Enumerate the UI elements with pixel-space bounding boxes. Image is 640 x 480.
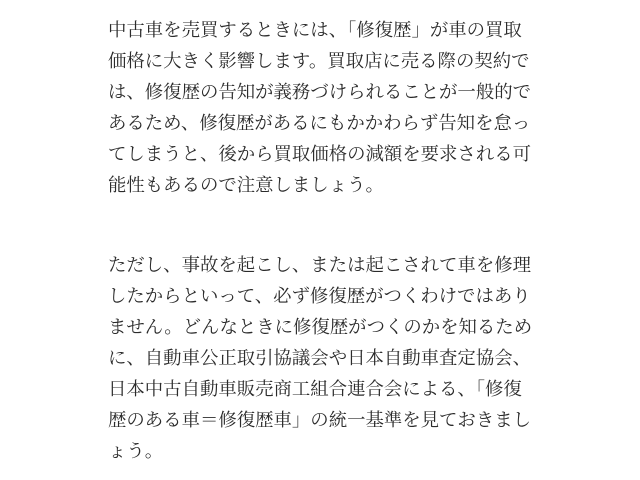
text-line: あるため、修復歴があるにもかかわらず告知を怠っ [108, 112, 531, 133]
text-line: 歴のある車＝修復歴車」の統一基準を見ておきまし [108, 409, 531, 430]
text-line: ただし、事故を起こし、または起こされて車を修理 [108, 254, 531, 275]
text-line: 日本中古自動車販売商工組合連合会による、「修復 [108, 378, 522, 399]
text-line: ょう。 [108, 440, 164, 461]
article-text-block [108, 14, 536, 466]
text-line: ません。どんなときに修復歴がつくのかを知るため [108, 316, 533, 337]
paragraph-repair-history-criteria [108, 249, 536, 466]
text-line: てしまうと、後から買取価格の減額を要求される可 [108, 143, 531, 164]
text-line: したからといって、必ず修復歴がつくわけではあり [108, 285, 531, 306]
paragraph-repair-history-impact [108, 14, 536, 200]
text-line: に、自動車公正取引協議会や日本自動車査定協会、 [108, 347, 531, 368]
text-line: 能性もあるので注意しましょう。 [108, 174, 384, 195]
text-line: 中古車を売買するときには、「修復歴」が車の買取 [108, 19, 522, 40]
text-line: は、修復歴の告知が義務づけられることが一般的で [108, 81, 531, 102]
text-line: 価格に大きく影響します。買取店に売る際の契約で [108, 50, 530, 71]
